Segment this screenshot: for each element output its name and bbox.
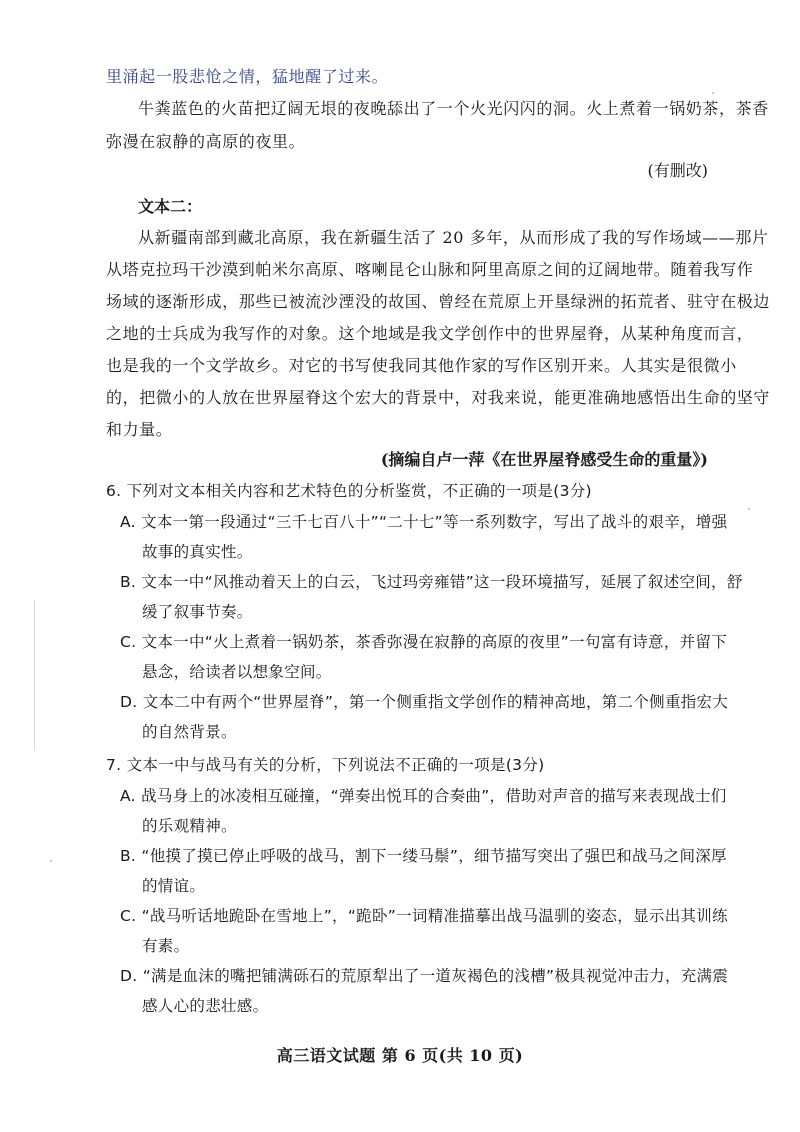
text2-line: 场域的逐渐形成，那些已被流沙湮没的故国、曾经在荒原上开垦绿洲的拓荒者、驻守在极边 xyxy=(106,292,771,311)
q6-option-a: A. 文本一第一段通过“三千七百八十”“二十七”等一系列数字，写出了战斗的艰辛，增强 xyxy=(120,513,728,531)
q6-option-a-cont: 故事的真实性。 xyxy=(142,543,253,561)
text2-line: 从塔克拉玛干沙漠到帕米尔高原、喀喇昆仑山脉和阿里高原之间的辽阔地带。随着我写作 xyxy=(106,260,754,279)
text2-line: 的，把微小的人放在世界屋脊这个宏大的背景中，对我来说，能更准确地感悟出生命的坚守 xyxy=(106,388,771,407)
text2-line: 从新疆南部到藏北高原，我在新疆生活了 20 多年，从而形成了我的写作场域——那片 xyxy=(138,228,769,247)
text2-line: 和力量。 xyxy=(106,420,173,439)
q7-option-b: B. “他摸了摸已停止呼吸的战马，割下一缕马鬃”，细节描写突出了强巴和战马之间深厚 xyxy=(120,847,727,865)
scan-margin-line xyxy=(34,600,35,750)
q7-option-a-cont: 的乐观精神。 xyxy=(142,817,237,835)
q6-option-b: B. 文本一中“风推动着天上的白云，飞过玛旁雍错”这一段环境描写，延展了叙述空间，舒 xyxy=(120,573,743,591)
q7-option-d-cont: 感人心的悲壮感。 xyxy=(142,997,269,1015)
text2-line: 也是我的一个文学故乡。对它的书写使我同其他作家的写作区别开来。人其实是很微小 xyxy=(106,356,737,375)
question-7-stem: 7. 文本一中与战马有关的分析，下列说法不正确的一项是(3分) xyxy=(106,756,545,774)
q7-option-a: A. 战马身上的冰凌相互碰撞，“弹奏出悦耳的合奏曲”，借助对声音的描写来表现战士们 xyxy=(120,787,727,805)
q6-option-c-cont: 悬念，给读者以想象空间。 xyxy=(142,663,332,681)
q7-option-c-cont: 有素。 xyxy=(142,937,190,955)
text2-line: 之地的士兵成为我写作的对象。这个地域是我文学创作中的世界屋脊，从某种角度而言， xyxy=(106,324,754,343)
source-citation: (摘编自卢一萍《在世界屋脊感受生命的重量》) xyxy=(380,450,708,469)
scan-speck xyxy=(50,860,52,862)
scan-speck xyxy=(712,92,714,94)
text1-line: 牛粪蓝色的火苗把辽阔无垠的夜晚舔出了一个火光闪闪的洞。火上煮着一锅奶茶，茶香 xyxy=(138,99,769,118)
source-note: (有删改) xyxy=(647,161,708,180)
q7-option-b-cont: 的情谊。 xyxy=(142,877,206,895)
q7-option-d: D. “满是血沫的嘴把铺满砾石的荒原犁出了一道灰褐色的浅槽”极具视觉冲击力，充满震 xyxy=(120,967,729,985)
q6-option-c: C. 文本一中“火上煮着一锅奶茶，茶香弥漫在寂静的高原的夜里”一句富有诗意，并留下 xyxy=(120,633,728,651)
q6-option-d-cont: 的自然背景。 xyxy=(142,723,237,741)
q7-option-c: C. “战马听话地跪卧在雪地上”，“跪卧”一词精准描摹出战马温驯的姿态，显示出其训练 xyxy=(120,907,728,925)
text1-line: 里涌起一股悲怆之情，猛地醒了过来。 xyxy=(106,67,389,86)
question-6-stem: 6. 下列对文本相关内容和艺术特色的分析鉴赏，不正确的一项是(3分) xyxy=(106,482,592,500)
scan-speck xyxy=(748,508,750,510)
section-heading: 文本二： xyxy=(138,197,203,216)
q6-option-b-cont: 缓了叙事节奏。 xyxy=(142,603,253,621)
q6-option-d: D. 文本二中有两个“世界屋脊”，第一个侧重指文学创作的精神高地，第二个侧重指宏大 xyxy=(120,693,729,711)
page-footer: 高三语文试题 第 6 页(共 10 页) xyxy=(276,1046,524,1065)
text1-line: 弥漫在寂静的高原的夜里。 xyxy=(106,132,306,151)
